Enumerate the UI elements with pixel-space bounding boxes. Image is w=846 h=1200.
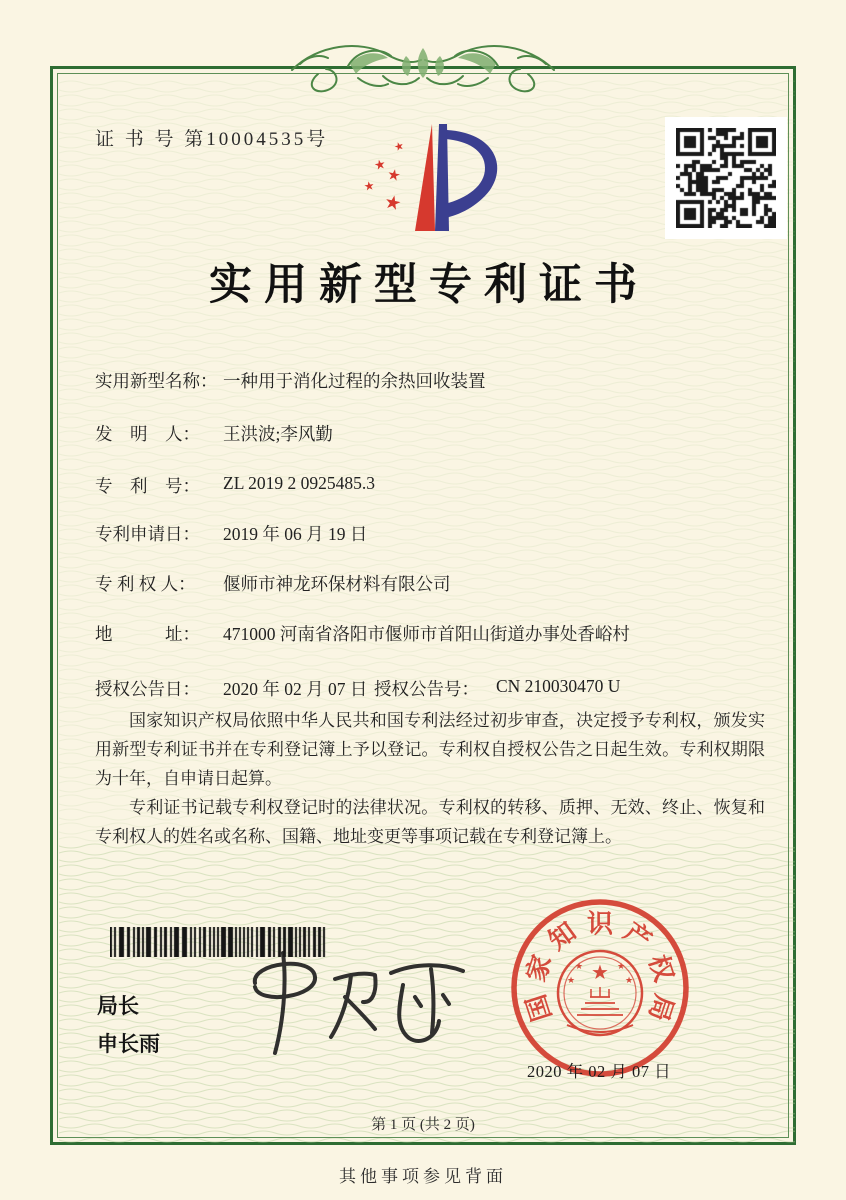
certificate-title: 实用新型专利证书 <box>209 262 649 309</box>
svg-text:★: ★ <box>616 962 626 972</box>
field-label: 专利申请日： <box>95 524 200 544</box>
field-row-name <box>95 368 767 393</box>
field-label: 地 址： <box>95 624 200 644</box>
svg-text:知: 知 <box>543 916 582 956</box>
director-signature <box>225 945 470 1060</box>
field-value: 一种用于消化过程的余热回收装置 <box>223 371 486 391</box>
legal-paragraph-2: 专利证书记载专利权登记时的法律状况。专利权的转移、质押、无效、终止、恢复和专利权人的姓名或名称、国籍、地址变更等事项记载在专利登记簿上。 <box>95 798 765 846</box>
field-label: 授权公告号： <box>374 679 479 699</box>
emblem-stars <box>567 960 633 986</box>
official-seal <box>505 893 695 1083</box>
field-row-grant-date <box>95 676 367 701</box>
field-row-inventor <box>95 421 767 446</box>
svg-text:★: ★ <box>591 960 609 984</box>
svg-text:★: ★ <box>382 190 404 216</box>
director-title: 局长 <box>97 995 139 1018</box>
field-row-address <box>95 621 767 646</box>
field-label: 发 明 人： <box>95 424 200 444</box>
svg-text:家: 家 <box>521 951 557 986</box>
field-value: CN 210030470 U <box>496 676 621 696</box>
svg-text:识: 识 <box>586 909 614 939</box>
svg-text:★: ★ <box>574 962 584 972</box>
legal-paragraph-1: 国家知识产权局依照中华人民共和国专利法经过初步审查，决定授予专利权，颁发实用新型专利证书并在专利登记簿上予以登记。专利权自授权公告之日起生效。专利权期限为十年，自申请日起算。 <box>95 711 765 788</box>
svg-text:★: ★ <box>362 178 376 194</box>
svg-text:产: 产 <box>618 916 657 956</box>
field-row-grant-no <box>374 676 620 701</box>
svg-text:★: ★ <box>372 156 388 175</box>
field-label: 实用新型名称： <box>95 371 218 391</box>
qr-code-canvas <box>676 128 776 228</box>
field-value: 2019 年 06 月 19 日 <box>223 524 368 544</box>
field-value: ZL 2019 2 0925485.3 <box>223 473 375 493</box>
field-row-patent-no <box>95 473 767 498</box>
logo-red-wedge <box>415 124 435 231</box>
field-row-patentee <box>95 571 767 596</box>
svg-text:★: ★ <box>385 164 403 186</box>
legal-text <box>95 706 765 851</box>
field-value: 王洪波;李风勤 <box>223 424 333 444</box>
certificate-number: 证 书 号 第10004535号 <box>95 129 329 150</box>
field-value: 2020 年 02 月 07 日 <box>223 679 368 699</box>
page-number: 第 1 页 (共 2 页) <box>371 1117 475 1133</box>
floral-ornament <box>288 36 558 100</box>
field-value: 471000 河南省洛阳市偃师市首阳山街道办事处香峪村 <box>223 624 630 644</box>
qr-code <box>665 117 787 239</box>
svg-text:国: 国 <box>521 990 557 1025</box>
logo-blue-bowl <box>445 130 497 218</box>
svg-text:★: ★ <box>392 138 406 155</box>
svg-text:权: 权 <box>643 951 679 986</box>
back-side-note: 其他事项参见背面 <box>339 1167 507 1186</box>
field-label: 专 利 权 人： <box>95 574 196 594</box>
field-label: 授权公告日： <box>95 679 200 699</box>
field-label: 专 利 号： <box>95 476 200 496</box>
svg-text:局: 局 <box>643 990 679 1025</box>
field-value: 偃师市神龙环保材料有限公司 <box>223 574 451 594</box>
cnipa-logo <box>347 120 507 235</box>
director-name: 申长雨 <box>97 1033 160 1056</box>
field-row-filing-date <box>95 521 767 546</box>
svg-text:★: ★ <box>566 976 576 986</box>
logo-stars <box>363 139 406 216</box>
svg-text:★: ★ <box>624 976 634 986</box>
seal-date: 2020 年 02 月 07 日 <box>527 1062 672 1081</box>
